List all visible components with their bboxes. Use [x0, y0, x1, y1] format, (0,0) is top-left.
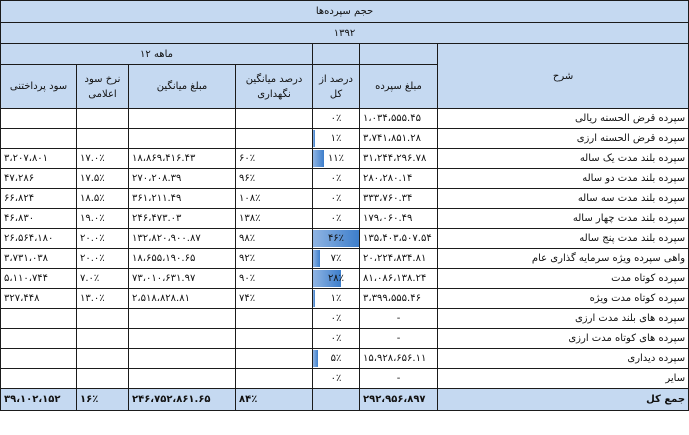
total-amount: ۲۹۲،۹۵۶،۸۹۷ — [360, 389, 438, 411]
cell-amount: - — [360, 309, 438, 329]
cell-percent-total — [313, 369, 360, 389]
table-row — [1, 209, 689, 229]
cell-amount: ۲۰،۲۲۴،۸۳۴.۸۱ — [360, 249, 438, 269]
cell-percent-total — [313, 109, 360, 129]
cell-rate: ۲۰.۰٪ — [77, 229, 129, 249]
cell-rate — [77, 309, 129, 329]
avg-amount-header: مبلغ میانگین — [129, 65, 236, 109]
cell-avg-pct: ۶۰٪ — [236, 149, 313, 169]
cell-rate: ۷.۰٪ — [77, 269, 129, 289]
cell-percent-total — [313, 289, 360, 309]
cell-interest: ۵،۱۱۰،۷۴۴ — [1, 269, 77, 289]
cell-avg-pct — [236, 109, 313, 129]
cell-avg-amount — [129, 329, 236, 349]
cell-amount: ۲۸۰،۲۸۰.۱۴ — [360, 169, 438, 189]
cell-avg-pct: ۹۲٪ — [236, 249, 313, 269]
percent-text: ۰٪ — [330, 113, 342, 124]
cell-avg-pct — [236, 129, 313, 149]
cell-percent-total — [313, 249, 360, 269]
cell-rate: ۱۹.۰٪ — [77, 209, 129, 229]
cell-interest: ۴۶،۸۳۰ — [1, 209, 77, 229]
cell-description: واهی سپرده ویژه سرمایه گذاری عام — [438, 249, 689, 269]
percent-text: ۵٪ — [330, 353, 342, 364]
cell-amount: ۳،۳۹۹،۵۵۵.۴۶ — [360, 289, 438, 309]
cell-interest — [1, 309, 77, 329]
table-row — [1, 149, 689, 169]
table-row — [1, 169, 689, 189]
cell-interest: ۳،۷۳۱،۰۳۸ — [1, 249, 77, 269]
announced-rate-header: نرخ سود اعلامی — [77, 65, 129, 109]
cell-description: سپرده بلند مدت سه ساله — [438, 189, 689, 209]
cell-rate — [77, 349, 129, 369]
table-row — [1, 129, 689, 149]
cell-rate: ۱۸.۵٪ — [77, 189, 129, 209]
cell-avg-amount — [129, 109, 236, 129]
table-row — [1, 269, 689, 289]
cell-description: سپرده دیداری — [438, 349, 689, 369]
percent-text: ۴۶٪ — [327, 233, 345, 244]
table-row — [1, 329, 689, 349]
cell-avg-amount — [129, 129, 236, 149]
table-row — [1, 189, 689, 209]
percent-text: ۰٪ — [330, 213, 342, 224]
cell-avg-amount: ۲۷۰،۲۰۸.۳۹ — [129, 169, 236, 189]
cell-interest — [1, 369, 77, 389]
cell-interest: ۴۷،۲۸۶ — [1, 169, 77, 189]
cell-avg-amount: ۲۴۶،۴۷۳.۰۳ — [129, 209, 236, 229]
cell-avg-pct: ۷۴٪ — [236, 289, 313, 309]
cell-amount: - — [360, 329, 438, 349]
total-rate: ۱۶٪ — [77, 389, 129, 411]
cell-description: سپرده بلند مدت پنج ساله — [438, 229, 689, 249]
percent-text: ۱۱٪ — [327, 153, 345, 164]
cell-description: سپرده قرض الحسنه ریالی — [438, 109, 689, 129]
cell-percent-total — [313, 329, 360, 349]
total-avg-pct: ۸۴٪ — [236, 389, 313, 411]
cell-amount: ۱۳۵،۴۰۳،۵۰۷.۵۴ — [360, 229, 438, 249]
cell-description: سایر — [438, 369, 689, 389]
total-pct — [313, 389, 360, 411]
cell-percent-total — [313, 169, 360, 189]
cell-avg-amount: ۱۸،۸۶۹،۴۱۶.۴۳ — [129, 149, 236, 169]
cell-percent-total — [313, 269, 360, 289]
percent-text: ۱٪ — [330, 293, 342, 304]
cell-amount: ۳۱،۲۴۴،۲۹۶.۷۸ — [360, 149, 438, 169]
table-row — [1, 309, 689, 329]
cell-interest: ۶۶،۸۲۴ — [1, 189, 77, 209]
percent-text: ۰٪ — [330, 373, 342, 384]
cell-avg-pct: ۱۳۸٪ — [236, 209, 313, 229]
cell-interest — [1, 349, 77, 369]
cell-interest — [1, 109, 77, 129]
cell-description: سپرده های بلند مدت ارزی — [438, 309, 689, 329]
percent-text: ۰٪ — [330, 313, 342, 324]
cell-amount: - — [360, 369, 438, 389]
percent-text: ۱٪ — [330, 133, 342, 144]
cell-avg-amount: ۱۸،۶۵۵،۱۹۰.۶۵ — [129, 249, 236, 269]
cell-avg-amount — [129, 309, 236, 329]
cell-avg-amount: ۳۶۱،۲۱۱.۴۹ — [129, 189, 236, 209]
table-row — [1, 109, 689, 129]
cell-rate: ۱۳.۰٪ — [77, 289, 129, 309]
table-body — [1, 109, 689, 389]
description-header: شرح — [438, 44, 689, 109]
cell-percent-total — [313, 189, 360, 209]
percent-text: ۲۸٪ — [327, 273, 345, 284]
percent-text: ۰٪ — [330, 333, 342, 344]
cell-interest: ۲۶،۵۶۴،۱۸۰ — [1, 229, 77, 249]
table-row — [1, 289, 689, 309]
cell-avg-pct — [236, 329, 313, 349]
cell-amount: ۱۵،۹۲۸،۶۵۶.۱۱ — [360, 349, 438, 369]
total-interest: ۳۹،۱۰۲،۱۵۲ — [1, 389, 77, 411]
cell-avg-pct: ۱۰۸٪ — [236, 189, 313, 209]
percent-text: ۷٪ — [330, 253, 342, 264]
table-row — [1, 229, 689, 249]
cell-rate — [77, 369, 129, 389]
percent-total-header: درصد از کل — [313, 65, 360, 109]
cell-description: سپرده قرض الحسنه ارزی — [438, 129, 689, 149]
cell-rate: ۲۰.۰٪ — [77, 249, 129, 269]
cell-avg-pct — [236, 349, 313, 369]
cell-description: سپرده های کوتاه مدت ارزی — [438, 329, 689, 349]
avg-hold-percent-header: درصد میانگین نگهداری — [236, 65, 313, 109]
total-label: جمع کل — [438, 389, 689, 411]
deposit-amount-header: مبلغ سپرده — [360, 65, 438, 109]
cell-amount: ۱۷۹،۰۶۰.۴۹ — [360, 209, 438, 229]
cell-rate: ۱۷.۰٪ — [77, 149, 129, 169]
cell-interest: ۳۲۷،۴۴۸ — [1, 289, 77, 309]
cell-avg-amount — [129, 369, 236, 389]
cell-avg-pct: ۹۸٪ — [236, 229, 313, 249]
cell-amount: ۳۳۳،۷۶۰.۳۴ — [360, 189, 438, 209]
cell-avg-amount: ۲،۵۱۸،۸۲۸.۸۱ — [129, 289, 236, 309]
cell-interest — [1, 329, 77, 349]
cell-avg-amount: ۷۳،۰۱۰،۶۳۱.۹۷ — [129, 269, 236, 289]
table-title: حجم سپرده‌ها — [1, 1, 689, 23]
cell-percent-total — [313, 129, 360, 149]
cell-description: سپرده بلند مدت دو ساله — [438, 169, 689, 189]
table-row — [1, 349, 689, 369]
cell-interest — [1, 129, 77, 149]
year-label: ۱۳۹۲ — [1, 23, 689, 44]
cell-amount: ۸۱،۰۸۶،۱۳۸.۲۴ — [360, 269, 438, 289]
cell-avg-amount: ۱۳۲،۸۲۰،۹۰۰.۸۷ — [129, 229, 236, 249]
cell-interest: ۳،۲۰۷،۸۰۱ — [1, 149, 77, 169]
percent-text: ۰٪ — [330, 173, 342, 184]
cell-percent-total — [313, 209, 360, 229]
cell-amount: ۱،۰۳۴،۵۵۵.۴۵ — [360, 109, 438, 129]
cell-avg-pct — [236, 309, 313, 329]
cell-rate: ۱۷.۵٪ — [77, 169, 129, 189]
cell-avg-amount — [129, 349, 236, 369]
cell-description: سپرده کوتاه مدت — [438, 269, 689, 289]
table-row — [1, 249, 689, 269]
cell-description: سپرده بلند مدت یک ساله — [438, 149, 689, 169]
cell-rate — [77, 109, 129, 129]
cell-percent-total — [313, 149, 360, 169]
cell-avg-pct — [236, 369, 313, 389]
cell-percent-total — [313, 229, 360, 249]
cell-description: سپرده بلند مدت چهار ساله — [438, 209, 689, 229]
cell-rate — [77, 129, 129, 149]
cell-percent-total — [313, 309, 360, 329]
period-label: ۱۲ ماهه — [1, 44, 313, 65]
total-avg-amount: ۲۴۶،۷۵۲،۸۶۱.۶۵ — [129, 389, 236, 411]
cell-avg-pct: ۹۰٪ — [236, 269, 313, 289]
cell-rate — [77, 329, 129, 349]
cell-amount: ۳،۷۴۱،۸۵۱.۲۸ — [360, 129, 438, 149]
cell-avg-pct: ۹۶٪ — [236, 169, 313, 189]
cell-description: سپرده کوتاه مدت ویژه — [438, 289, 689, 309]
cell-percent-total — [313, 349, 360, 369]
table-row — [1, 369, 689, 389]
interest-paid-header: سود پرداختنی — [1, 65, 77, 109]
percent-text: ۰٪ — [330, 193, 342, 204]
